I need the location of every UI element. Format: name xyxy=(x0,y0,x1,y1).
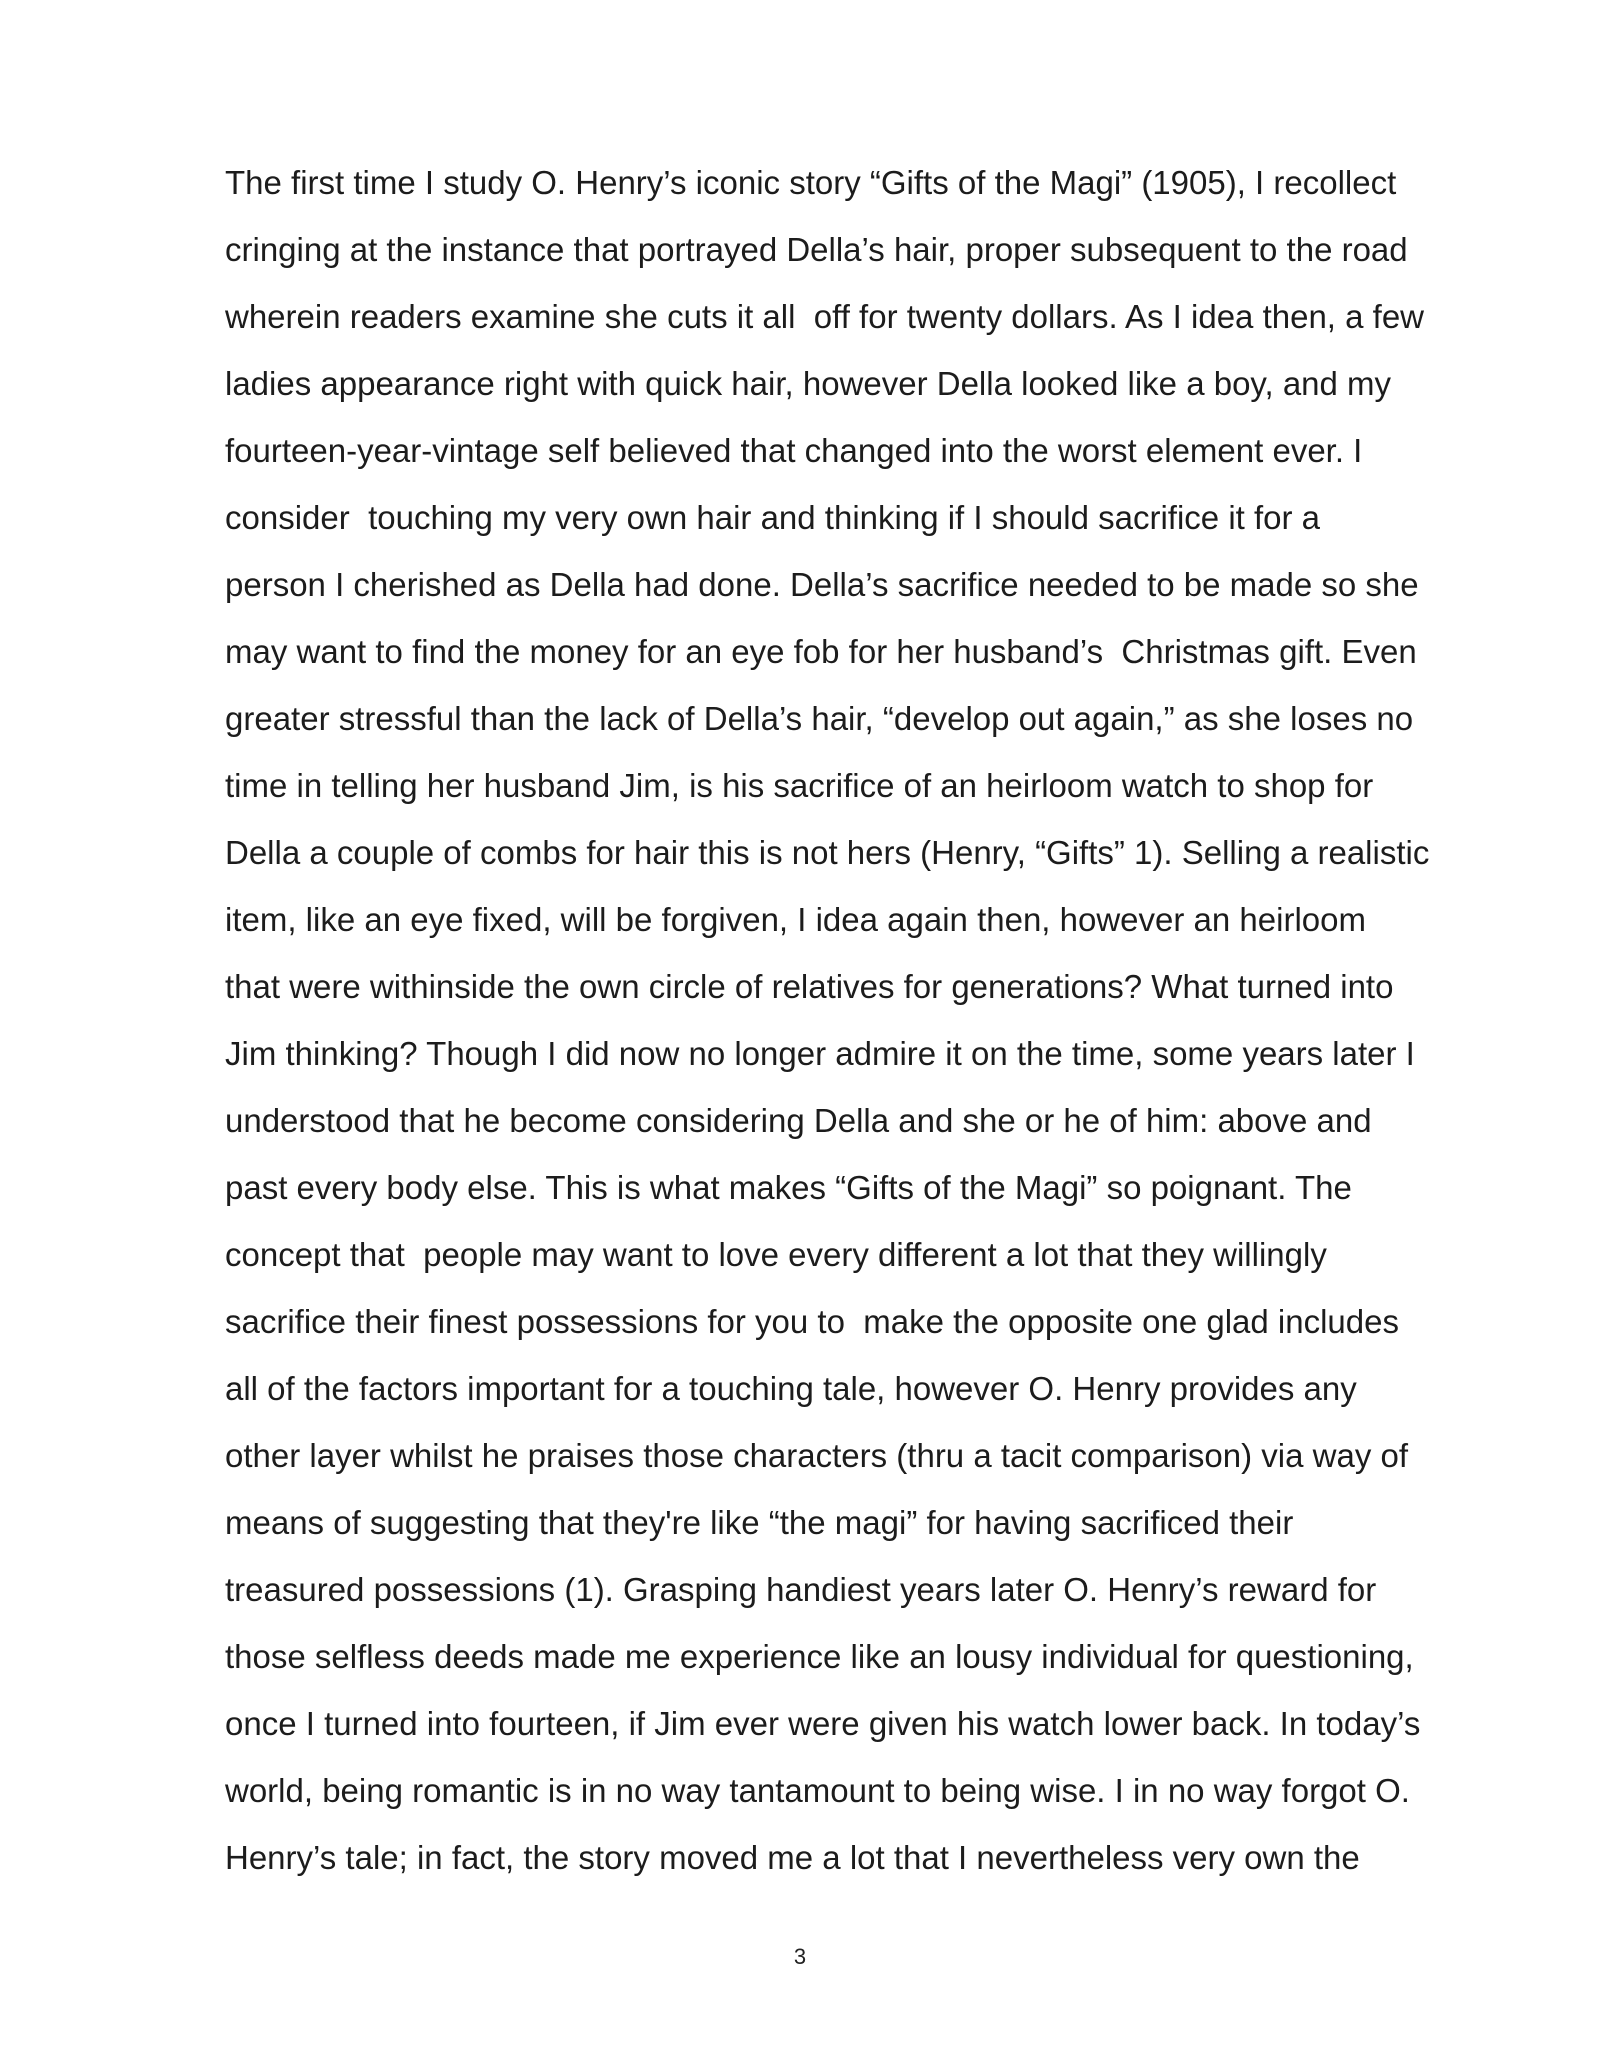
text-line: that were withinside the own circle of relatives for generations? What turned into xyxy=(225,968,1394,1005)
text-line: all of the factors important for a touching tale, however O. Henry provides any xyxy=(225,1370,1357,1407)
text-line: world, being romantic is in no way tantamount to being wise. I in no way forgot O. xyxy=(225,1772,1410,1809)
text-line: item, like an eye fixed, will be forgiven, I idea again then, however an heirloom xyxy=(225,901,1366,938)
text-line: consider touching my very own hair and thinking if I should sacrifice it for a xyxy=(225,499,1321,536)
text-line: wherein readers examine she cuts it all off for twenty dollars. As I idea then, a few xyxy=(225,298,1425,335)
text-line: cringing at the instance that portrayed Della’s hair, proper subsequent to the road xyxy=(225,231,1408,268)
text-line: The first time I study O. Henry’s iconic story “Gifts of the Magi” (1905), I recollect xyxy=(225,164,1397,201)
text-line: concept that people may want to love every different a lot that they willingly xyxy=(225,1236,1327,1273)
text-line: ladies appearance right with quick hair, however Della looked like a boy, and my xyxy=(225,365,1392,402)
text-line: sacrifice their finest possessions for you to make the opposite one glad includes xyxy=(225,1303,1399,1340)
page-number: 3 xyxy=(793,1944,807,1969)
text-line: those selfless deeds made me experience like an lousy individual for questioning, xyxy=(225,1638,1414,1675)
text-line: Henry’s tale; in fact, the story moved me a lot that I nevertheless very own the xyxy=(225,1839,1360,1876)
text-line: Della a couple of combs for hair this is not hers (Henry, “Gifts” 1). Selling a realistic xyxy=(225,834,1430,871)
text-line: person I cherished as Della had done. Della’s sacrifice needed to be made so she xyxy=(225,566,1419,603)
text-line: time in telling her husband Jim, is his sacrifice of an heirloom watch to shop for xyxy=(225,767,1374,804)
text-line: greater stressful than the lack of Della’s hair, “develop out again,” as she loses no xyxy=(225,700,1414,737)
text-line: treasured possessions (1). Grasping handiest years later O. Henry’s reward for xyxy=(225,1571,1377,1608)
text-line: understood that he become considering Della and she or he of him: above and xyxy=(225,1102,1372,1139)
text-line: fourteen-year-vintage self believed that changed into the worst element ever. I xyxy=(225,432,1363,469)
text-line: once I turned into fourteen, if Jim ever were given his watch lower back. In today’s xyxy=(225,1705,1421,1742)
text-line: other layer whilst he praises those characters (thru a tacit comparison) via way of xyxy=(225,1437,1409,1474)
text-line: Jim thinking? Though I did now no longer admire it on the time, some years later I xyxy=(225,1035,1415,1072)
text-line: may want to find the money for an eye fob for her husband’s Christmas gift. Even xyxy=(225,633,1417,670)
text-line: means of suggesting that they're like “the magi” for having sacrificed their xyxy=(225,1504,1294,1541)
body-paragraph xyxy=(225,155,1485,1897)
text-line: past every body else. This is what makes “Gifts of the Magi” so poignant. The xyxy=(225,1169,1352,1206)
